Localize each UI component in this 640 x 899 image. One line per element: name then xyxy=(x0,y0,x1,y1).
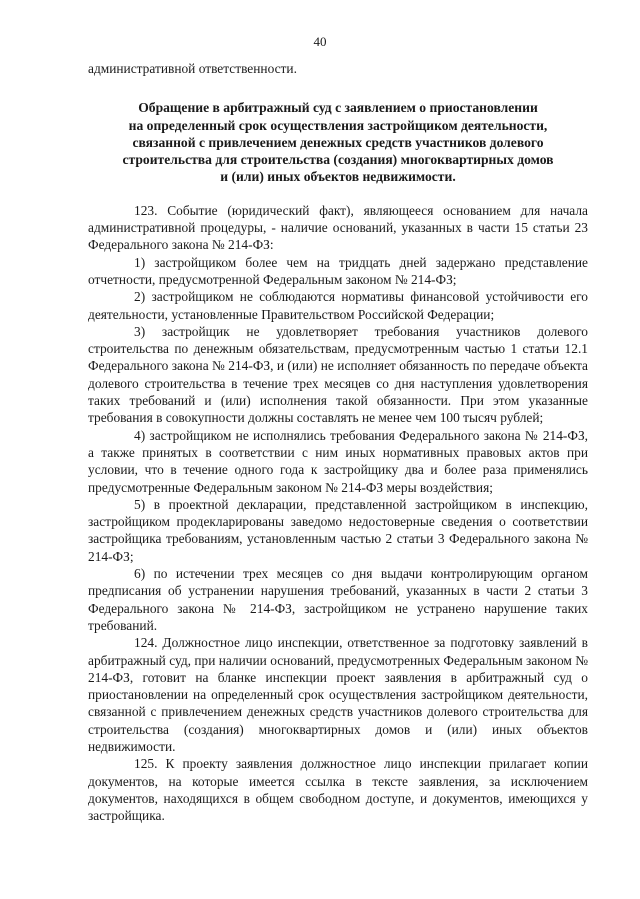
list-item-2: 2) застройщиком не соблюдаются нормативы финансовой устойчивости его деятельности, установленные Правительством Российской Федерации; xyxy=(88,289,588,322)
paragraph-125: 125. К проекту заявления должностное лицо инспекции прилагает копии документов, на которые имеется ссылка в тексте заявления, за исключением документов, находящихся в общем свободном доступе, и документов, имеющихся у застройщика. xyxy=(88,756,588,824)
section-heading xyxy=(88,99,588,185)
list-item-3: 3) застройщик не удовлетворяет требования участников долевого строительства по денежным обязательствам, предусмотренным частью 1 статьи 12.1 Федерального закона № 214-ФЗ, и (или) не исполняет обязанность по передаче объекта долевого строительства в течение трех месяцев со дня наступления удовлетворения таких требований и (или) исполнения такой обязанности. При этом указанные требования в совокупности должны составлять не менее чем 100 тысяч рублей; xyxy=(88,323,588,426)
list-item-6: 6) по истечении трех месяцев со дня выдачи контролирующим органом предписания об устранении нарушения требований, указанных в части 2 статьи 3 Федерального закона № 214-ФЗ, застройщиком не устранено нарушение таких требований. xyxy=(88,566,588,633)
heading-line: связанной с привлечением денежных средств участников долевого xyxy=(132,134,544,150)
list-item-4: 4) застройщиком не исполнялись требования Федерального закона № 214-ФЗ, а также принятых в соответствии с ним иных нормативных правовых актов при условии, что в течение одного года к застройщику два и более раза применялись предусмотренные Федеральным законом № 214-ФЗ меры воздействия; xyxy=(88,427,588,495)
heading-line: и (или) иных объектов недвижимости. xyxy=(220,169,456,185)
list-item-5: 5) в проектной декларации, представленной застройщиком в инспекцию, застройщиком продекларированы заведомо недостоверные сведения о соответствии застройщика требованиям, установленным частью 2 статьи 3 Федерального закона № 214-ФЗ; xyxy=(88,496,588,564)
heading-line: Обращение в арбитражный суд с заявлением о приостановлении xyxy=(138,100,538,116)
heading-line: строительства для строительства (создания) многоквартирных домов xyxy=(122,152,554,168)
list-item-1: 1) застройщиком более чем на тридцать дней задержано представление отчетности, предусмотренной Федеральным законом № 214-ФЗ; xyxy=(88,254,588,287)
paragraph-123: 123. Событие (юридический факт), являющееся основанием для начала административной процедуры, - наличие оснований, указанных в части 15 статьи 23 Федерального закона № 214-ФЗ: xyxy=(88,202,588,253)
paragraph-124: 124. Должностное лицо инспекции, ответственное за подготовку заявлений в арбитражный суд, при наличии оснований, предусмотренных Федеральным законом № 214-ФЗ, готовит на бланке инспекции проект заявления в арбитражный суд о приостановлении на определенный срок осуществления застройщиком деятельности, связанной с привлечением денежных средств участников долевого строительства для строительства (создания) многоквартирных домов и (или) иных объектов недвижимости. xyxy=(88,635,588,754)
document-body xyxy=(88,60,588,824)
previous-section-continuation: административной ответственности. xyxy=(88,61,297,76)
page-number: 40 xyxy=(313,34,327,49)
heading-line: на определенный срок осуществления застройщиком деятельности, xyxy=(128,117,548,133)
